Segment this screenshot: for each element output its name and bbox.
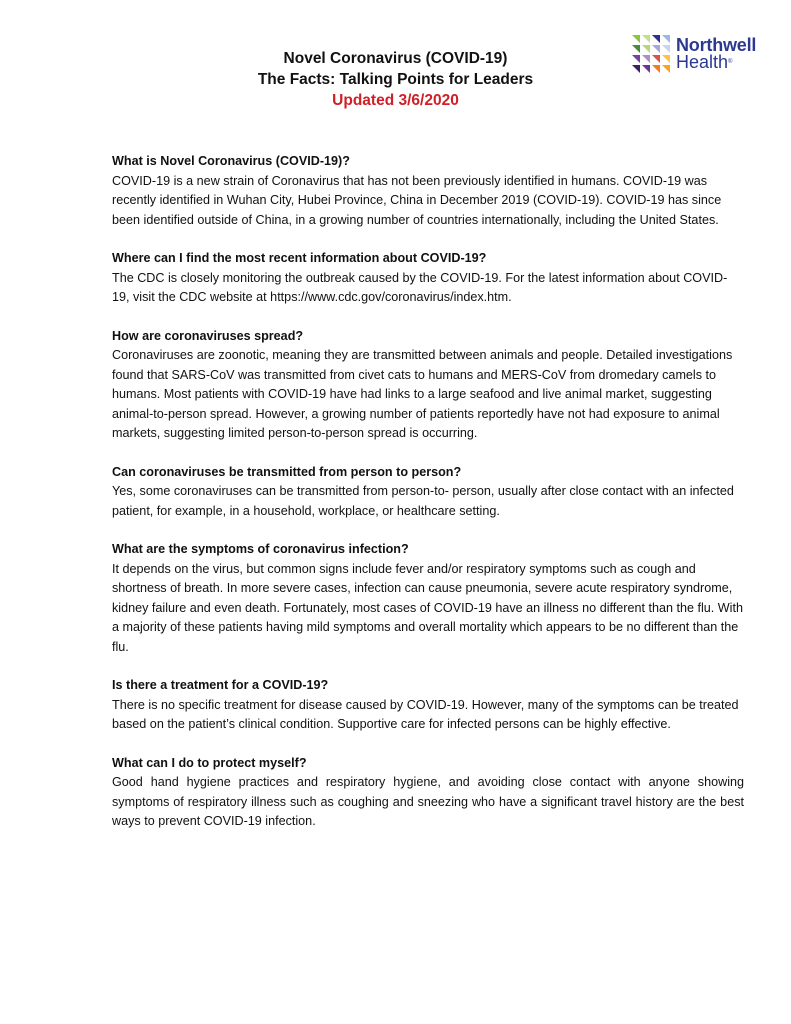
updated-date: Updated 3/6/2020 xyxy=(332,92,459,109)
faq-answer: There is no specific treatment for disease caused by COVID-19. However, many of the symptoms can be treated based on the patient’s clinical condition. Supportive care for infected persons can be highly effective. xyxy=(112,697,739,731)
logo-triangle xyxy=(642,35,650,43)
logo-triangle xyxy=(632,55,640,63)
logo-triangle xyxy=(632,35,640,43)
logo-text-health xyxy=(676,54,756,71)
faq-answer: COVID-19 is a new strain of Coronavirus that has not been previously identified in humans. COVID-19 was recently identified in Wuhan City, Hubei Province, China in December 2019 (COVID-19). COVID-19 has since been identified outside of China, in a growing number of countries internationally, including the United States. xyxy=(112,173,722,227)
faq-section xyxy=(112,754,744,832)
faq-section xyxy=(112,676,744,735)
logo-triangle xyxy=(662,55,670,63)
faq-question: How are coronaviruses spread? xyxy=(112,328,304,343)
faq-answer: Yes, some coronaviruses can be transmitted from person-to- person, usually after close contact with an infected patient, for example, in a household, workplace, or healthcare setting. xyxy=(112,484,734,518)
faq-answer: Coronaviruses are zoonotic, meaning they are transmitted between animals and people. Detailed investigations found that SARS-CoV was transmitted from civet cats to humans and MERS-CoV from dromedary camels to humans. Most patients with COVID-19 have had links to a large seafood and live animal market, suggesting animal-to-person spread. However, a growing number of patients reportedly have not had exposure to animal markets, suggesting limited person-to-person spread is occurring. xyxy=(112,348,733,440)
logo-triangle xyxy=(652,65,660,73)
logo-triangle xyxy=(642,55,650,63)
faq-question: What can I do to protect myself? xyxy=(112,755,307,770)
faq-section xyxy=(112,463,744,522)
faq-section xyxy=(112,540,744,657)
logo-triangle xyxy=(652,45,660,53)
logo-triangle xyxy=(632,45,640,53)
faq-answer: It depends on the virus, but common signs include fever and/or respiratory symptoms such as cough and shortness of breath. In more severe cases, infection can cause pneumonia, severe acute respiratory syndrome, kidney failure and even death. Fortunately, most cases of COVID-19 have an illness no different than the flu. With a majority of these patients having mild symptoms and overall mortality which appears to be no different than the flu. xyxy=(112,561,743,654)
faq-answer: The CDC is closely monitoring the outbreak caused by the COVID-19. For the latest information about COVID-19, visit the CDC website at https://www.cdc.gov/coronavirus/index.htm. xyxy=(112,270,728,304)
faq-content xyxy=(112,152,744,851)
document-title: Novel Coronavirus (COVID-19) xyxy=(283,50,508,67)
faq-answer: Good hand hygiene practices and respiratory hygiene, and avoiding close contact with anyone showing symptoms of respiratory illness such as coughing and sneezing who have a significant travel history are the best ways to prevent COVID-19 infection. xyxy=(112,775,744,828)
logo-triangle xyxy=(662,65,670,73)
logo-triangle xyxy=(652,55,660,63)
document-subtitle: The Facts: Talking Points for Leaders xyxy=(257,71,534,88)
faq-question: Where can I find the most recent information about COVID-19? xyxy=(112,251,487,265)
logo-triangle xyxy=(632,65,640,73)
logo-text-health-label: Health xyxy=(676,52,729,72)
logo-triangle xyxy=(642,65,650,73)
northwell-triangle-grid-icon xyxy=(632,35,670,73)
faq-section xyxy=(112,249,744,308)
logo-triangle xyxy=(662,45,670,53)
registered-mark: ® xyxy=(728,59,733,65)
faq-section xyxy=(112,152,744,230)
logo-triangle xyxy=(662,35,670,43)
faq-question: Is there a treatment for a COVID-19? xyxy=(112,678,329,692)
faq-question: What are the symptoms of coronavirus infection? xyxy=(112,542,409,556)
faq-question: What is Novel Coronavirus (COVID-19)? xyxy=(112,154,350,168)
faq-question: Can coronaviruses be transmitted from person to person? xyxy=(112,464,462,479)
logo-text-northwell: Northwell xyxy=(676,35,757,55)
logo-triangle xyxy=(642,45,650,53)
northwell-health-logo xyxy=(632,35,756,73)
faq-section xyxy=(112,327,744,444)
logo-triangle xyxy=(652,35,660,43)
logo-wordmark xyxy=(676,37,756,71)
